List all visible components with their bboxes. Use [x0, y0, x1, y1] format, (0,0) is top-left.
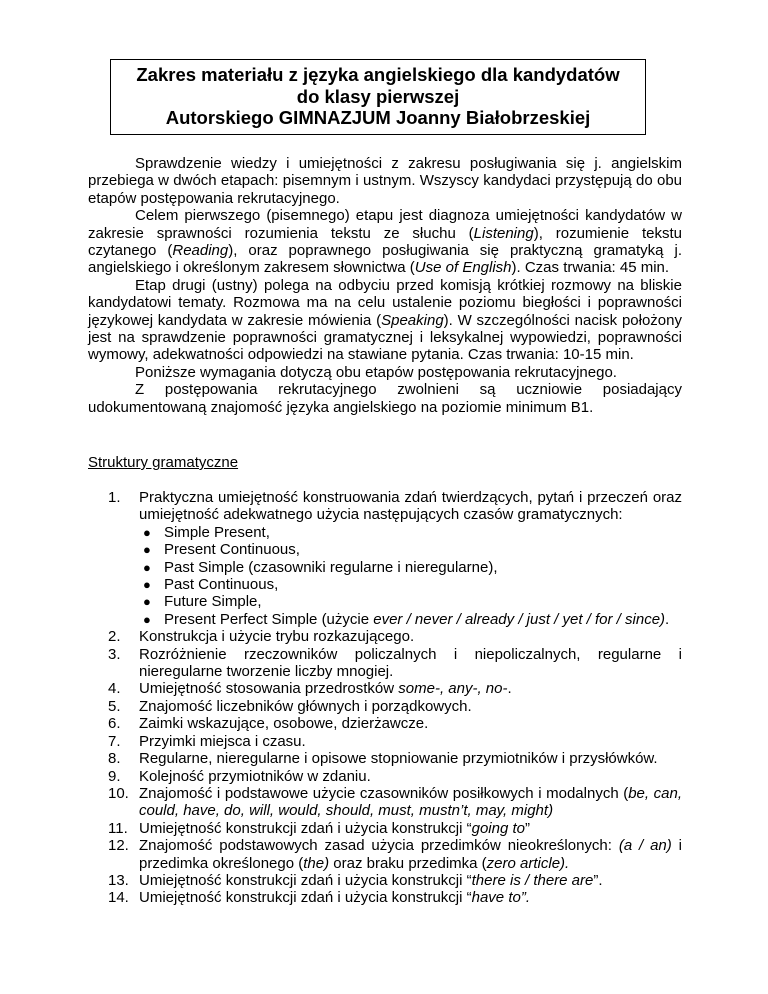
- list-item-number: 4.: [108, 680, 121, 698]
- title-line-3: Autorskiego GIMNAZJUM Joanny Białobrzeskiej: [165, 107, 591, 128]
- list-item-italic: have to”.: [471, 889, 530, 907]
- list-item-text-3: oraz braku przedimka (: [329, 854, 487, 872]
- list-item-number: 6.: [108, 715, 121, 733]
- list-item-text: Przyimki miejsca i czasu.: [139, 732, 306, 750]
- list-item: [88, 646, 682, 681]
- list-item-text: Zaimki wskazujące, osobowe, dzierżawcze.: [139, 715, 429, 733]
- list-item-text: Umiejętność konstrukcji zdań i użycia konstrukcji “: [139, 871, 472, 889]
- tense-item: [88, 576, 682, 593]
- list-item: [88, 733, 682, 750]
- list-item-number: 9.: [108, 767, 121, 785]
- list-item: [88, 680, 682, 697]
- paragraph-5-text: Z postępowania rekrutacyjnego zwolnieni są uczniowie posiadający udokumentowaną znajomość języka angielskiego na poziomie minimum B1.: [88, 381, 682, 416]
- title-box: [110, 59, 646, 135]
- paragraph-1: [88, 155, 682, 207]
- paragraph-4: [88, 364, 682, 381]
- title-line-1: Zakres materiału z języka angielskiego dla kandydatów: [136, 64, 620, 85]
- speaking-term: Speaking: [381, 311, 444, 329]
- list-item-italic-2: the): [303, 854, 330, 872]
- list-item-italic-3: zero article).: [486, 854, 570, 872]
- paragraph-4-text: Poniższe wymagania dotyczą obu etapów postępowania rekrutacyjnego.: [135, 363, 617, 381]
- tense-item: [88, 559, 682, 576]
- list-item-number: 7.: [108, 732, 121, 750]
- list-item-italic: going to: [471, 819, 526, 837]
- list-item-italic: there is / there are: [471, 871, 594, 889]
- bullet-icon: ●: [143, 559, 151, 575]
- list-item-text: Konstrukcja i użycie trybu rozkazującego.: [139, 628, 415, 646]
- tense-text: Present Continuous,: [164, 541, 300, 559]
- list-item-number: 8.: [108, 750, 121, 768]
- list-item-text-end: .: [507, 680, 512, 698]
- list-item-number: 12.: [108, 837, 129, 855]
- list-item: [88, 768, 682, 785]
- list-item-text: Umiejętność konstrukcji zdań i użycia konstrukcji “: [139, 819, 472, 837]
- list-item-text: Znajomość liczebników głównych i porządkowych.: [139, 697, 472, 715]
- paragraph-2-text-d: ). Czas trwania: 45 min.: [511, 259, 670, 277]
- section-title: Struktury gramatyczne: [88, 454, 239, 471]
- list-item-text-2: i przedimka określonego (: [139, 837, 682, 872]
- list-item-number: 2.: [108, 628, 121, 646]
- tense-item: [88, 611, 682, 628]
- paragraph-3-text-a: Etap drugi (ustny) polega na odbyciu przed komisją krótkiej rozmowy na bliskie kandydatowi tematy. Rozmowa ma na celu ustalenie poziomu biegłości i poprawności językowej kandydata w zakresie mówienia (: [88, 276, 682, 329]
- list-item: [88, 628, 682, 645]
- listening-term: Listening: [473, 224, 534, 242]
- list-item: [88, 837, 682, 872]
- bullet-icon: ●: [143, 577, 151, 593]
- list-item-text: Praktyczna umiejętność konstruowania zdań twierdzących, pytań i przeczeń oraz umiejętność adekwatnego użycia następujących czasów gramatycznych:: [139, 489, 682, 524]
- list-item: [88, 698, 682, 715]
- list-item-text: Znajomość podstawowych zasad użycia przedimków nieokreślonych:: [139, 837, 619, 855]
- list-item: [88, 785, 682, 820]
- list-item-italic: be, can, could, have, do, will, would, should, must, mustn’t, may, might): [139, 784, 682, 820]
- tense-text-c: .: [665, 610, 670, 628]
- paragraph-2: [88, 207, 682, 277]
- list-item: [88, 889, 682, 906]
- tense-text: Past Simple (czasowniki regularne i nieregularne),: [164, 558, 498, 576]
- list-item: [88, 750, 682, 767]
- bullet-icon: ●: [143, 542, 151, 558]
- list-item: [88, 489, 682, 524]
- list-item-italic: some-, any-, no-: [398, 680, 508, 698]
- paragraph-2-text-c: ), oraz poprawnego posługiwania się praktyczną gramatyką j. angielskiego i określonym zakresem słownictwa (: [88, 242, 682, 277]
- list-item: [88, 715, 682, 732]
- title-line-2: do klasy pierwszej: [296, 85, 460, 107]
- paragraph-3: [88, 277, 682, 364]
- bullet-icon: ●: [143, 524, 151, 540]
- paragraph-2-text-b: ), rozumienie tekstu czytanego (: [88, 224, 682, 260]
- list-item-number: 5.: [108, 697, 121, 715]
- tense-text: Past Continuous,: [164, 576, 279, 594]
- list-item-italic: (a / an): [618, 837, 672, 855]
- list-item-number: 14.: [108, 889, 129, 907]
- tense-item: [88, 524, 682, 541]
- tense-item: [88, 593, 682, 610]
- use-of-english-term: Use of English: [414, 259, 512, 277]
- list-item-number: 11.: [108, 819, 128, 837]
- list-item: [88, 872, 682, 889]
- tense-text: Future Simple,: [164, 593, 262, 611]
- list-item-text: Kolejność przymiotników w zdaniu.: [139, 767, 371, 785]
- grammar-list: [88, 489, 682, 907]
- list-item-text-end: ”.: [593, 871, 603, 889]
- list-item-number: 3.: [108, 645, 121, 663]
- bullet-icon: ●: [143, 611, 151, 627]
- tense-text-italic: ever / never / already / just / yet / for / since): [373, 610, 666, 628]
- list-item-number: 10.: [108, 784, 129, 802]
- list-item-text: Znajomość i podstawowe użycie czasowników posiłkowych i modalnych (: [139, 784, 629, 802]
- list-item: [88, 820, 682, 837]
- paragraph-3-text-b: ). W szczególności nacisk położony jest na sprawdzenie poprawności gramatycznej i leksykalnej wypowiedzi, poprawności wymowy, adekwatności odpowiedzi na stawiane pytania. Czas trwania: 10-15 min.: [88, 311, 682, 364]
- list-item-number: 1.: [108, 489, 121, 506]
- list-item-number: 13.: [108, 871, 129, 889]
- list-item-text-end: ”: [525, 819, 531, 837]
- tense-text-a: Present Perfect Simple (użycie: [164, 610, 374, 628]
- list-item-text: Umiejętność stosowania przedrostków: [139, 680, 399, 698]
- list-item-text: Regularne, nieregularne i opisowe stopniowanie przymiotników i przysłówków.: [139, 750, 658, 768]
- paragraph-5: [88, 381, 682, 416]
- intro-text: [88, 155, 682, 416]
- tense-text: Simple Present,: [164, 523, 270, 541]
- paragraph-2-text-a: Celem pierwszego (pisemnego) etapu jest diagnoza umiejętności kandydatów w zakresie sprawności rozumienia tekstu ze słuchu (: [88, 207, 682, 242]
- list-item-text: Umiejętność konstrukcji zdań i użycia konstrukcji “: [139, 889, 472, 907]
- tense-item: [88, 541, 682, 558]
- paragraph-1-text: Sprawdzenie wiedzy i umiejętności z zakresu posługiwania się j. angielskim przebiega w dwóch etapach: pisemnym i ustnym. Wszyscy kandydaci przystępują do obu etapów postępowania rekrutacyjnego.: [88, 155, 682, 207]
- list-item-text: Rozróżnienie rzeczowników policzalnych i niepoliczalnych, regularne i nieregularne tworzenie liczby mnogiej.: [139, 645, 682, 681]
- bullet-icon: ●: [143, 594, 151, 610]
- reading-term: Reading: [172, 242, 229, 260]
